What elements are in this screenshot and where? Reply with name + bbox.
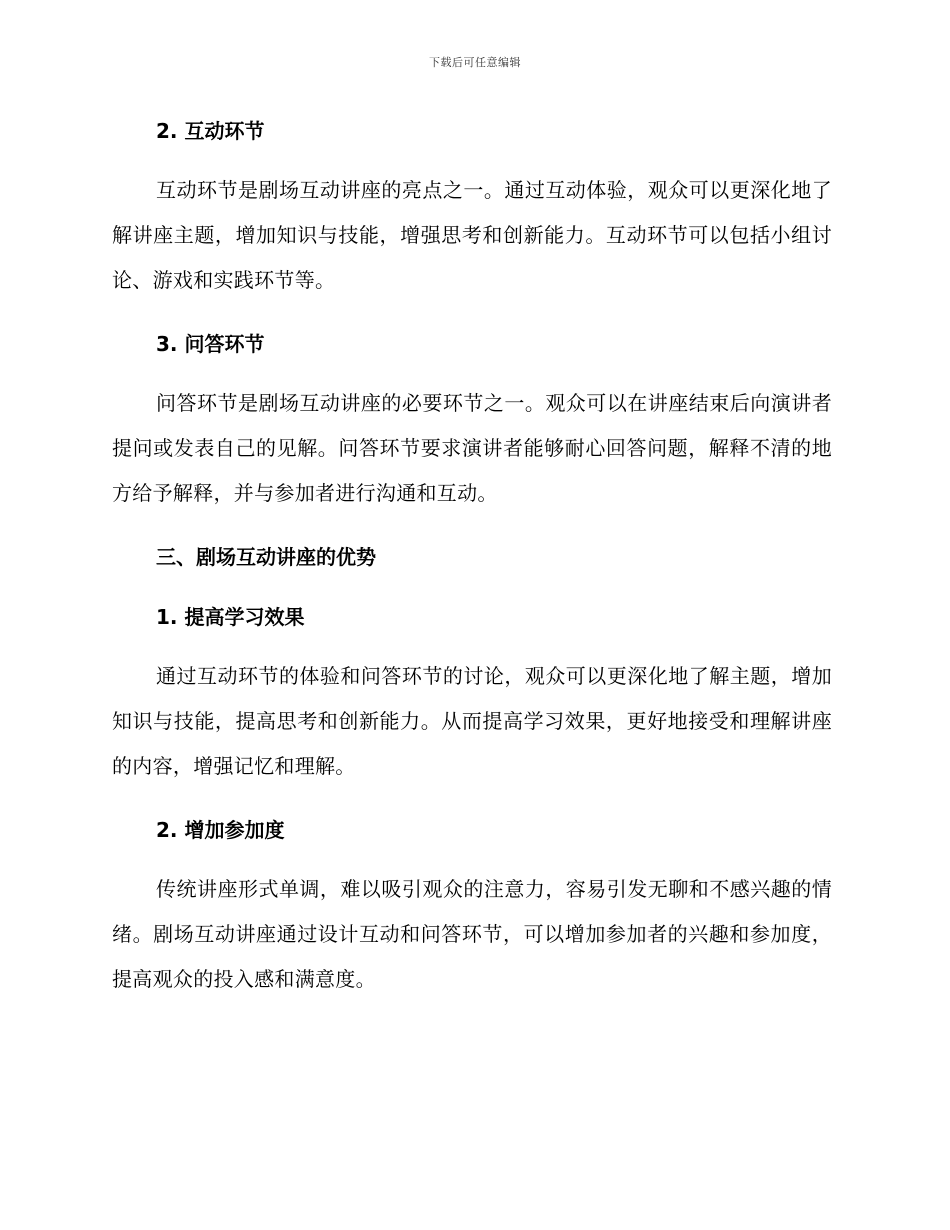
section-heading-learning-effect: 1. 提高学习效果	[156, 605, 305, 629]
section-paragraph-interaction: 互动环节是剧场互动讲座的亮点之一。通过互动体验，观众可以更深化地了解讲座主题，增加知识与技能，增强思考和创新能力。互动环节可以包括小组讨论、游戏和实践环节等。	[112, 178, 832, 292]
header-note: 下载后可任意编辑	[429, 56, 521, 69]
chapter-heading-advantages: 三、剧场互动讲座的优势	[156, 545, 376, 569]
section-paragraph-learning-effect: 通过互动环节的体验和问答环节的讨论，观众可以更深化地了解主题，增加知识与技能，提高思考和创新能力。从而提高学习效果，更好地接受和理解讲座的内容，增强记忆和理解。	[112, 664, 832, 778]
section-heading-interaction: 2. 互动环节	[156, 119, 265, 143]
section-heading-qa: 3. 问答环节	[156, 332, 265, 356]
section-heading-participation: 2. 增加参加度	[156, 818, 285, 842]
section-paragraph-qa: 问答环节是剧场互动讲座的必要环节之一。观众可以在讲座结束后向演讲者提问或发表自己的见解。问答环节要求演讲者能够耐心回答问题，解释不清的地方给予解释，并与参加者进行沟通和互动。	[112, 391, 832, 505]
section-paragraph-participation: 传统讲座形式单调，难以吸引观众的注意力，容易引发无聊和不感兴趣的情绪。剧场互动讲座通过设计互动和问答环节，可以增加参加者的兴趣和参加度，提高观众的投入感和满意度。	[112, 877, 832, 991]
document-body	[112, 112, 832, 1002]
